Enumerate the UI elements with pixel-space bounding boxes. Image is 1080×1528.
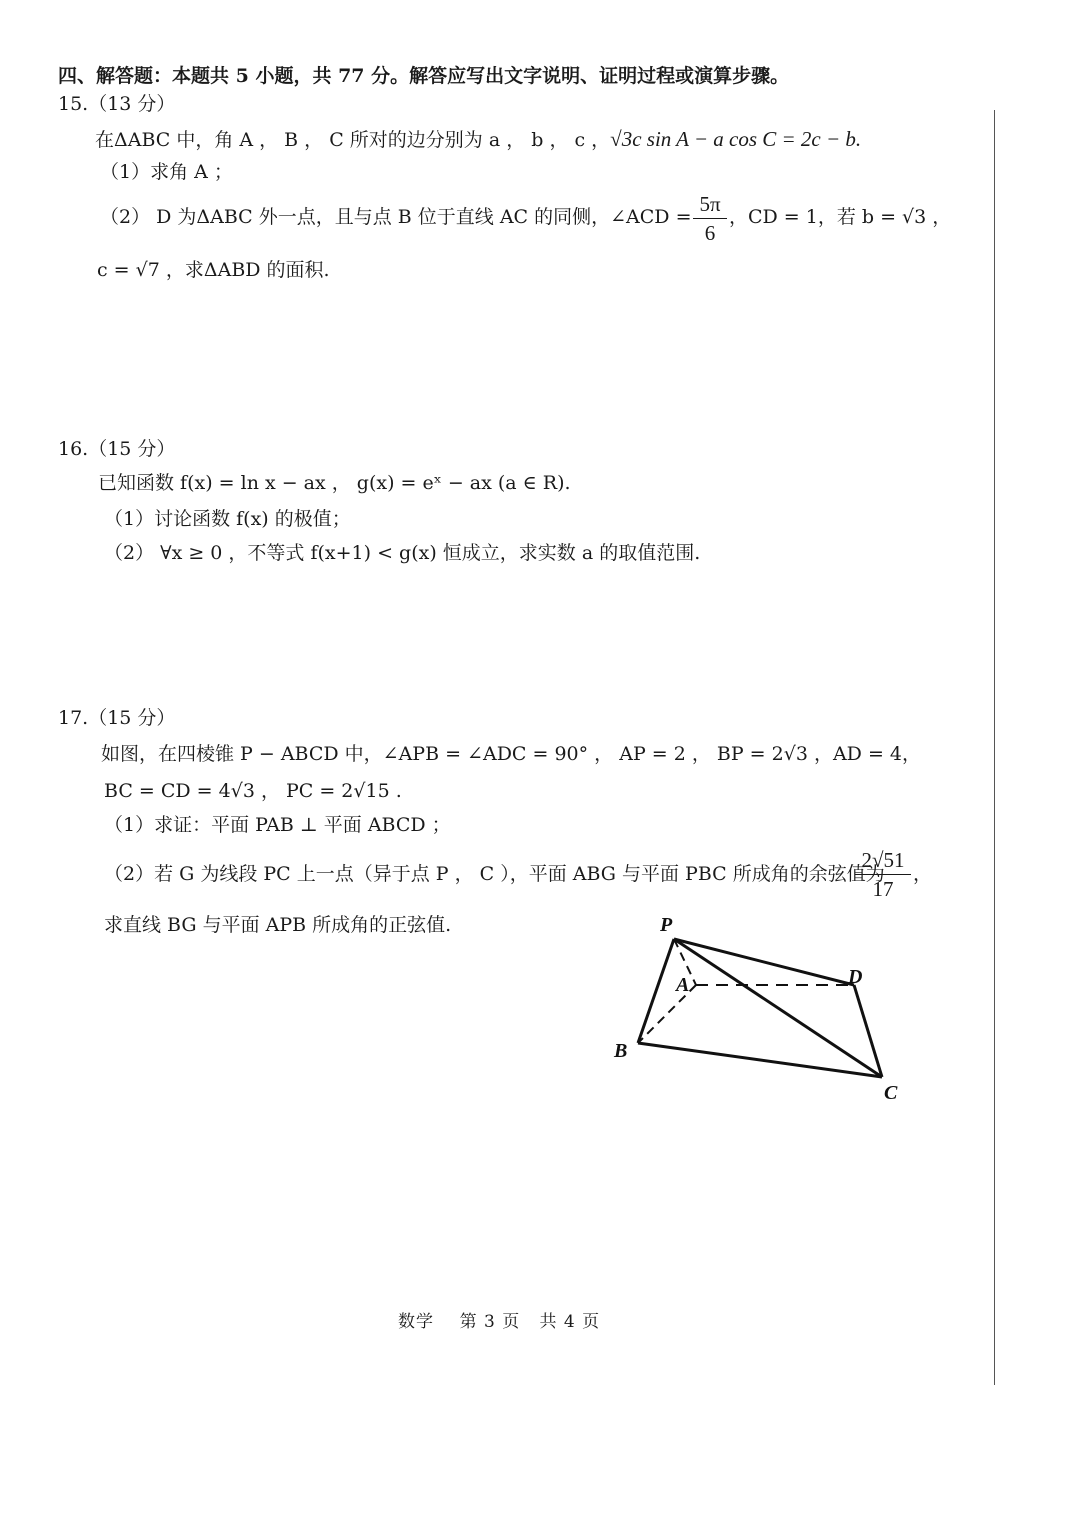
q15-part1: （1）求角 A ； (100, 161, 233, 183)
section-header: 四、解答题：本题共 5 小题，共 77 分。解答应写出文字说明、证明过程或演算步骤。 (58, 65, 790, 87)
q17-stem-line1: 如图，在四棱锥 P − ABCD 中，∠APB = ∠ADC = 90° ， AP = 2 ， BP = 2√3 ，AD = 4， (101, 743, 922, 765)
q15-part2-text: （2） D 为ΔABC 外一点，且与点 B 位于直线 AC 的同侧，∠ACD = (100, 206, 692, 228)
edge-DC (854, 985, 882, 1077)
vertex-label-A: A (676, 974, 690, 996)
margin-rule (994, 110, 995, 1385)
q17-part1: （1）求证：平面 PAB ⊥ 平面 ABCD ； (104, 814, 451, 836)
q15-number: 15.（13 分） (58, 93, 176, 115)
q17-part2-tail: ， (913, 863, 933, 885)
q16-number: 16.（15 分） (58, 438, 176, 460)
q17-stem-line2: BC = CD = 4√3 ， PC = 2√15 . (104, 780, 402, 802)
q16-stem: 已知函数 f(x) = ln x − ax ， g(x) = eˣ − ax (a ∈ R). (98, 472, 571, 494)
q17-fraction-denominator: 17 (872, 877, 894, 901)
q15-part2 (100, 205, 692, 229)
q16-part1: （1）讨论函数 f(x) 的极值； (104, 508, 351, 530)
q16-part2: （2） ∀x ≥ 0 ，不等式 f(x+1) < g(x) 恒成立，求实数 a 的取值范围. (104, 542, 701, 564)
page-footer: 数学 第 3 页 共 4 页 (398, 1312, 601, 1332)
edge-PC (674, 939, 882, 1077)
q17-cosine-fraction (855, 848, 911, 901)
edge-PD (674, 939, 854, 985)
q15-fraction-numerator: 5π (693, 192, 727, 219)
vertex-label-D: D (848, 966, 863, 988)
edge-PB (638, 939, 674, 1043)
vertex-label-B: B (614, 1040, 628, 1062)
q15-fraction-denominator: 6 (704, 221, 716, 245)
q15-part2-tail: ，CD = 1，若 b = √3 ， (729, 206, 952, 228)
q17-part2-line2: 求直线 BG 与平面 APB 所成角的正弦值. (104, 914, 452, 936)
vertex-label-P: P (660, 914, 673, 936)
q17-fraction-numerator: 2√51 (855, 848, 911, 875)
edge-BC (638, 1043, 882, 1077)
pyramid-figure (600, 905, 920, 1115)
q15-stem (95, 127, 861, 152)
q15-stem-formula: √3c sin A − a cos C = 2c − b. (610, 127, 862, 151)
q15-part2-line2: c = √7 ，求ΔABD 的面积. (97, 259, 330, 281)
q17-number: 17.（15 分） (58, 707, 176, 729)
q17-part2: （2）若 G 为线段 PC 上一点（异于点 P ， C ），平面 ABG 与平面 PBC 所成角的余弦值为 (104, 863, 885, 885)
q15-stem-text: 在ΔABC 中，角 A ， B ， C 所对的边分别为 a ， b ， c ， (95, 129, 611, 151)
q15-angle-fraction (693, 192, 727, 245)
vertex-label-C: C (884, 1082, 898, 1104)
